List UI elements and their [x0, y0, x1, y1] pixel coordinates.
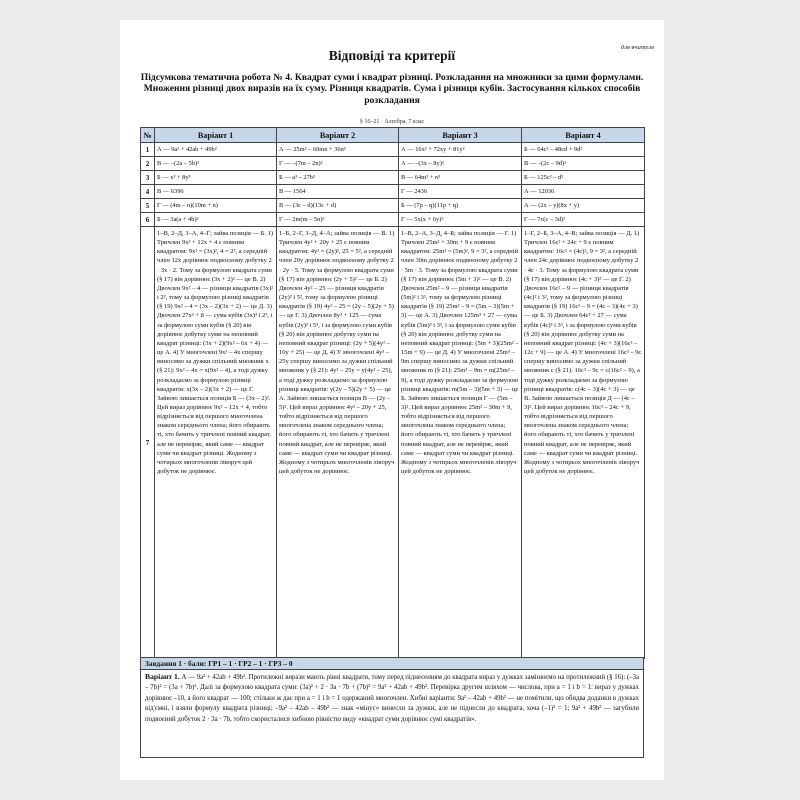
task-1-text: А — 9a² + 42ab + 49b². Протилежні вирази мають рівні квадрати, тому перед піднесенням до квадрата вираз у дужках замінюємо на протилежний (§ 16): (–3a – 7b)² = (3a + 7b)². Далі за формулою квадрата суми: (3a)² + 2 · 3a · 7b + (7b)² = 9a² + 42ab + 49b². Перевірка другим шляхом — числова, при a = 1 і b = 1: вираз у дужках дорівнює –10, а його квадрат — 100; стільки ж дає при a = 1 і b = 1 одержаний многочлен. Хибні варіанти: 9a² – 42ab + 49b² — не помітили, що обидва доданки в дужках від'ємні, і взяли формулу квадрата різниці; –9a² – 42ab – 49b² — знак «мінус» винесли за дужки, але не піднесли до квадрата, хоча (–1)² = 1; 9a² + 49b² — загубили подвоєний добуток 2 · 3a · 7b, тобто скористалися хибною рівністю виду «квадрат суми дорівнює сумі квадратів». — [145, 674, 639, 723]
corner-note: для вчителя — [620, 44, 654, 51]
answer-cell: В — –(2c – 9d)² — [522, 157, 645, 171]
column-header-variant-4: Варіант 4 — [522, 128, 645, 143]
answer-cell: А — 16x² + 72xy + 81y² — [399, 143, 522, 157]
answer-cell: В — –(2a – 5b)² — [155, 157, 277, 171]
task-1-heading: Завдання 1 · бали: ГР1 – 1 · ГР2 – 1 · ГР3 – 0 — [141, 658, 643, 670]
row-number: 2 — [141, 157, 155, 171]
task-1-panel — [140, 657, 644, 758]
explanation-cell: 1–Б, 2–Г, 3–Д, 4–А; зайва позиція — В. 1) Тричлен 4y² + 20y + 25 є повним квадратом: 4y² = (2y)², 25 = 5², а середній член 20y дорівнює подвоєному добутку 2 · 2y · 5. Тому за формулою квадрата суми (§ 17) він дорівнює (2y + 5)² — це Б. 2) Двочлен 4y² – 25 — різниця квадратів (2y)² і 5², тому за формулою різниці квадратів (§ 19) 4y² – 25 = (2y – 5)(2y + 5) — це Г. 3) Двочлен 8y³ + 125 — сума кубів (2y)³ і 5³, і за формулою суми кубів (§ 20) він дорівнює добутку суми на неповний квадрат різниці: (2y + 5)(4y² – 10y + 25) — це Д. 4) У многочлені 4y³ – 25y спершу виносимо за дужки спільний множник y (§ 21): 4y³ – 25y = y(4y² – 25), а тоді дужку розкладаємо за формулою різниці квадратів: y(2y – 5)(2y + 5) — це А. Зайвою лишається позиція В — (2y – 5)². Цей вираз дорівнює 4y² – 20y + 25, тобто відрізняється від першого многочлена знаком середнього члена; його обирають ті, хто бачить у тричлені повний квадрат, але не перевіряє, який саме — квадрат суми чи квадрат різниці. Жодному з чотирьох многочленів ліворуч цей добуток не дорівнює. — [277, 227, 399, 659]
answer-cell: В — (3c – d)(13c + d) — [277, 199, 399, 213]
row-number: 4 — [141, 185, 155, 199]
explanation-cell: 1–В, 2–А, 3–Д, 4–Б; зайва позиція — Г. 1) Тричлен 25m² + 30m + 9 є повним квадратом: 25m² = (5m)², 9 = 3², а середній член 30m дорівнює подвоєному добутку 2 · 5m · 3. Тому за формулою квадрата суми (§ 17) він дорівнює (5m + 3)² — це В. 2) Двочлен 25m² – 9 — різниця квадратів (5m)² і 3², тому за формулою різниці квадратів (§ 19) 25m² – 9 = (5m – 3)(5m + 3) — це А. 3) Двочлен 125m³ + 27 — сума кубів (5m)³ і 3³, і за формулою суми кубів (§ 20) він дорівнює добутку суми на неповний квадрат різниці: (5m + 3)(25m² – 15m + 9) — це Д. 4) У многочлені 25m³ – 9m спершу виносимо за дужки спільний множник m (§ 21): 25m³ – 9m = m(25m² – 9), а тоді дужку розкладаємо за формулою різниці квадратів: m(5m – 3)(5m + 3) — це Б. Зайвою лишається позиція Г — (5m – 3)². Цей вираз дорівнює 25m² – 30m + 9, тобто відрізняється від першого многочлена знаком середнього члена; його обирають ті, хто бачить у тричлені повний квадрат, але не перевіряє, який саме — квадрат суми чи квадрат різниці. Жодному з чотирьох многочленів ліворуч цей добуток не дорівнює. — [399, 227, 522, 659]
column-header-variant-3: Варіант 3 — [399, 128, 522, 143]
answer-cell: А — –(3x – 8y)² — [399, 157, 522, 171]
answer-cell: Г — 5x(x + 6y)² — [399, 213, 522, 227]
page-title: Відповіді та критерії — [328, 48, 456, 63]
row-number: 7 — [141, 227, 155, 659]
answer-cell: Б — 125c³ – d³ — [522, 171, 645, 185]
table-row — [141, 227, 645, 659]
answer-cell: В — 64m³ + n³ — [399, 171, 522, 185]
table-row — [141, 213, 645, 227]
row-number: 1 — [141, 143, 155, 157]
answer-cell: А — 12036 — [522, 185, 645, 199]
answer-cell: Б — x³ + 8y³ — [155, 171, 277, 185]
answer-cell: А — 25m² – 60mn + 36n² — [277, 143, 399, 157]
answer-cell: В — 6396 — [155, 185, 277, 199]
variant-label: Варіант 1. — [145, 672, 180, 681]
answer-cell: А — 9a² + 42ab + 49b² — [155, 143, 277, 157]
answer-cell: Г — 2436 — [399, 185, 522, 199]
row-number: 3 — [141, 171, 155, 185]
table-row — [141, 143, 645, 157]
column-header-variant-1: Варіант 1 — [155, 128, 277, 143]
column-header-number: № — [141, 128, 155, 143]
answer-cell: А — (2x – y)(8x + y) — [522, 199, 645, 213]
answer-cell: Б — a³ – 27b³ — [277, 171, 399, 185]
answer-cell: Г — –(7m – 2n)² — [277, 157, 399, 171]
table-row — [141, 157, 645, 171]
answer-cell: Б — 3a(a + 4b)² — [155, 213, 277, 227]
column-header-variant-2: Варіант 2 — [277, 128, 399, 143]
row-number: 5 — [141, 199, 155, 213]
answer-cell: Г — (4m – n)(10m + n) — [155, 199, 277, 213]
task-1-body — [141, 670, 643, 727]
answer-cell: В — 1564 — [277, 185, 399, 199]
table-header-row — [141, 128, 645, 143]
row-number: 6 — [141, 213, 155, 227]
page-subtitle: Підсумкова тематична робота № 4. Квадрат суми і квадрат різниці. Розкладання на множники за цими формулами. Множення різниці двох виразів на їх суму. Різниця квадратів. Сума і різниця кубів. Застосування кількох способів розкладання — [140, 72, 644, 106]
answer-cell: Г — 7c(c – 3d)² — [522, 213, 645, 227]
answer-sheet — [120, 20, 664, 780]
explanation-cell: 1–Г, 2–Б, 3–А, 4–В; зайва позиція — Д. 1) Тричлен 16c² + 24c + 9 є повним квадратом: 16c² = (4c)², 9 = 3², а середній член 24c дорівнює подвоєному добутку 2 · 4c · 3. Тому за формулою квадрата суми (§ 17) він дорівнює (4c + 3)² — це Г. 2) Двочлен 16c² – 9 — різниця квадратів (4c)² і 3², тому за формулою різниці квадратів (§ 19) 16c² – 9 = (4c – 3)(4c + 3) — це Б. 3) Двочлен 64c³ + 27 — сума кубів (4c)³ і 3³, і за формулою суми кубів (§ 20) він дорівнює добутку суми на неповний квадрат різниці: (4c + 3)(16c² – 12c + 9) — це А. 4) У многочлені 16c³ – 9c спершу виносимо за дужки спільний множник c (§ 21): 16c³ – 9c = c(16c² – 9), а тоді дужку розкладаємо за формулою різниці квадратів: c(4c – 3)(4c + 3) — це В. Зайвою лишається позиція Д — (4c – 3)². Цей вираз дорівнює 16c² – 24c + 9, тобто відрізняється від першого многочлена знаком середнього члена; його обирають ті, хто бачить у тричлені повний квадрат, але не перевіряє, який саме — квадрат суми чи квадрат різниці. Жодному з чотирьох многочленів ліворуч цей добуток не дорівнює. — [522, 227, 645, 659]
answers-table — [140, 127, 645, 659]
answer-cell: Б — 64c² – 48cd + 9d² — [522, 143, 645, 157]
answer-cell: Г — 2m(m – 5n)² — [277, 213, 399, 227]
table-row — [141, 185, 645, 199]
explanation-cell: 1–В, 2–Д, 3–А, 4–Г; зайва позиція — Б. 1) Тричлен 9x² + 12x + 4 є повним квадратом: 9x² = (3x)², 4 = 2², а середній член 12x дорівнює подвоєному добутку 2 · 3x · 2. Тому за формулою квадрата суми (§ 17) він дорівнює (3x + 2)² — це В. 2) Двочлен 9x² – 4 — різниця квадратів (3x)² і 2², тому за формулою різниці квадратів (§ 19) 9x² – 4 = (3x – 2)(3x + 2) — це Д. 3) Двочлен 27x³ + 8 — сума кубів (3x)³ і 2³, і за формулою суми кубів (§ 20) він дорівнює добутку суми на неповний квадрат різниці: (3x + 2)(9x² – 6x + 4) — це А. 4) У многочлені 9x³ – 4x спершу виносимо за дужки спільний множник x (§ 21): 9x³ – 4x = x(9x² – 4), а тоді дужку розкладаємо за формулою різниці квадратів: x(3x – 2)(3x + 2) — це Г. Зайвою лишається позиція Б — (3x – 2)². Цей вираз дорівнює 9x² – 12x + 4, тобто відрізняється від першого многочлена знаком середнього члена; його обирають ті, хто бачить у тричлені повний квадрат, але не перевіряє, який саме — квадрат суми чи квадрат різниці. Жодному з чотирьох многочленів ліворуч цей добуток не дорівнює. — [155, 227, 277, 659]
table-row — [141, 171, 645, 185]
source-reference: § 16–21 · Алгебра, 7 клас — [359, 119, 425, 125]
table-row — [141, 199, 645, 213]
answer-cell: Б — (7p – q)(11p + q) — [399, 199, 522, 213]
